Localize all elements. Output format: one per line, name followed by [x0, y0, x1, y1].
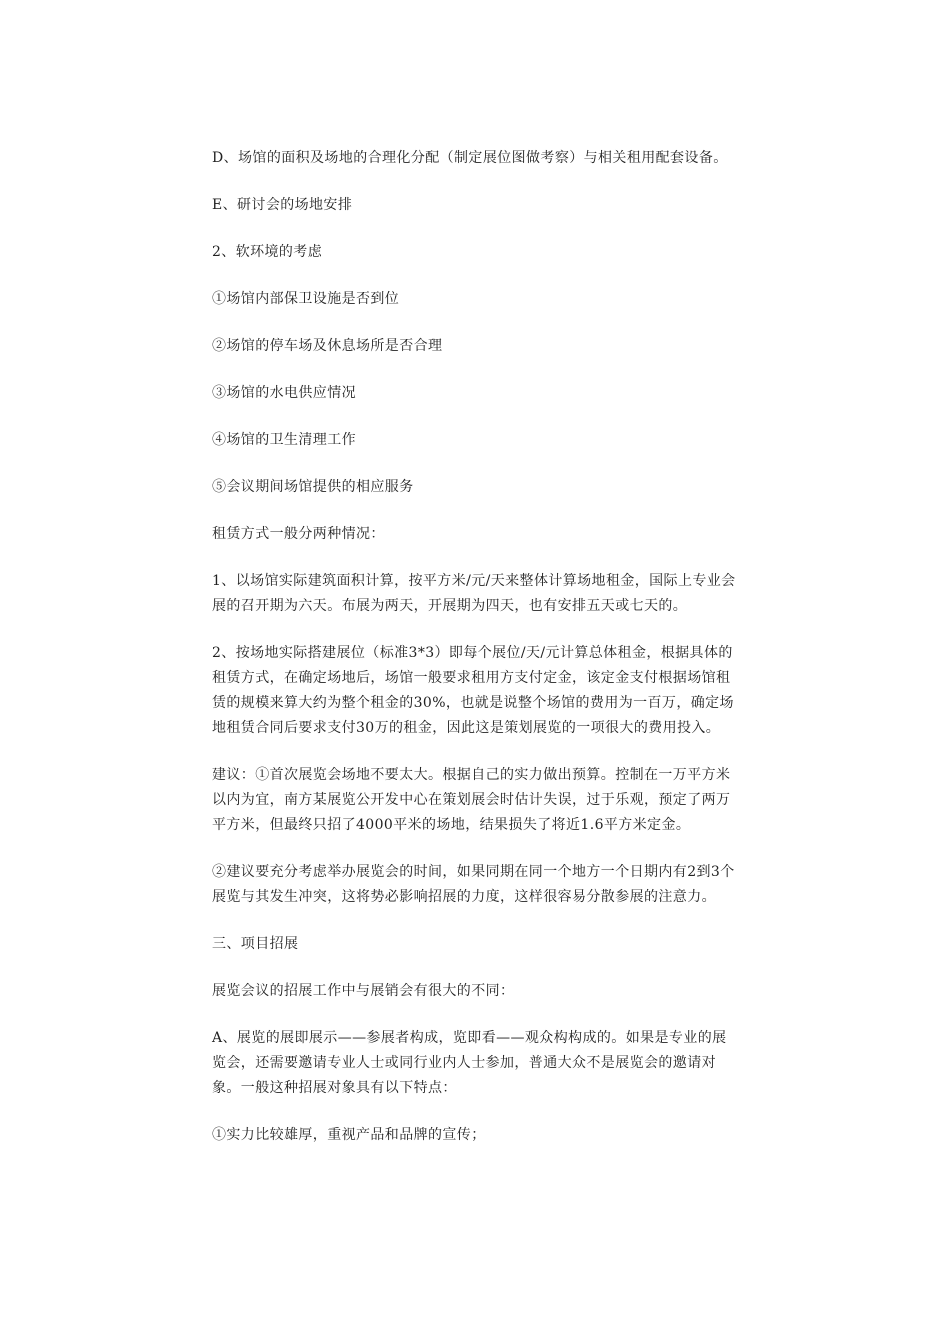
- paragraph-suggestion-size: 建议：①首次展览会场地不要太大。根据自己的实力做出预算。控制在一万平方米以内为宜，南方某展览公开发中心在策划展会时估计失误，过于乐观，预定了两万平方米，但最终只招了4000平米的场地，结果损失了将近1.6平方米定金。: [212, 767, 731, 833]
- list-item-utilities: ③场馆的水电供应情况: [212, 385, 356, 401]
- paragraph-rental-by-area: 1、以场馆实际建筑面积计算，按平方米/元/天来整体计算场地租金，国际上专业会展的召开期为六天。布展为两天，开展期为四天，也有安排五天或七天的。: [212, 573, 736, 614]
- paragraph-exhibition-definition: A、展览的展即展示——参展者构成，览即看——观众构构成的。如果是专业的展览会，还需要邀请专业人士或同行业内人士参加，普通大众不是展览会的邀请对象。一般这种招展对象具有以下特点：: [212, 1030, 727, 1096]
- list-item-parking: ②场馆的停车场及休息场所是否合理: [212, 338, 443, 354]
- paragraph-rental-by-booth: 2、按场地实际搭建展位（标准3*3）即每个展位/天/元计算总体租金，根据具体的租赁方式，在确定场地后，场馆一般要求租用方支付定金，该定金支付根据场馆租赁的规模来算大约为整个租金的30%，也就是说整个场馆的费用为一百万，确定场地租赁合同后要求支付30万的租金，因此这是策划展览的一项很大的费用投入。: [212, 645, 734, 736]
- paragraph-suggestion-timing: ②建议要充分考虑举办展览会的时间，如果同期在同一个地方一个日期内有2到3个展览与其发生冲突，这将势必影响招展的力度，这样很容易分散参展的注意力。: [212, 864, 735, 905]
- section-heading-recruitment: 三、项目招展: [212, 936, 299, 952]
- list-item-strength: ①实力比较雄厚，重视产品和品牌的宣传；: [212, 1127, 486, 1143]
- paragraph-soft-environment: 2、软环境的考虑: [212, 244, 323, 260]
- document-body: [212, 146, 740, 1148]
- list-item-cleaning: ④场馆的卫生清理工作: [212, 432, 356, 448]
- paragraph-seminar-venue: E、研讨会的场地安排: [212, 197, 353, 213]
- paragraph-venue-area: D、场馆的面积及场地的合理化分配（制定展位图做考察）与相关租用配套设备。: [212, 150, 728, 166]
- list-item-services: ⑤会议期间场馆提供的相应服务: [212, 479, 414, 495]
- paragraph-recruitment-difference: 展览会议的招展工作中与展销会有很大的不同：: [212, 983, 515, 999]
- list-item-security: ①场馆内部保卫设施是否到位: [212, 291, 400, 307]
- paragraph-rental-methods: 租赁方式一般分两种情况：: [212, 526, 385, 542]
